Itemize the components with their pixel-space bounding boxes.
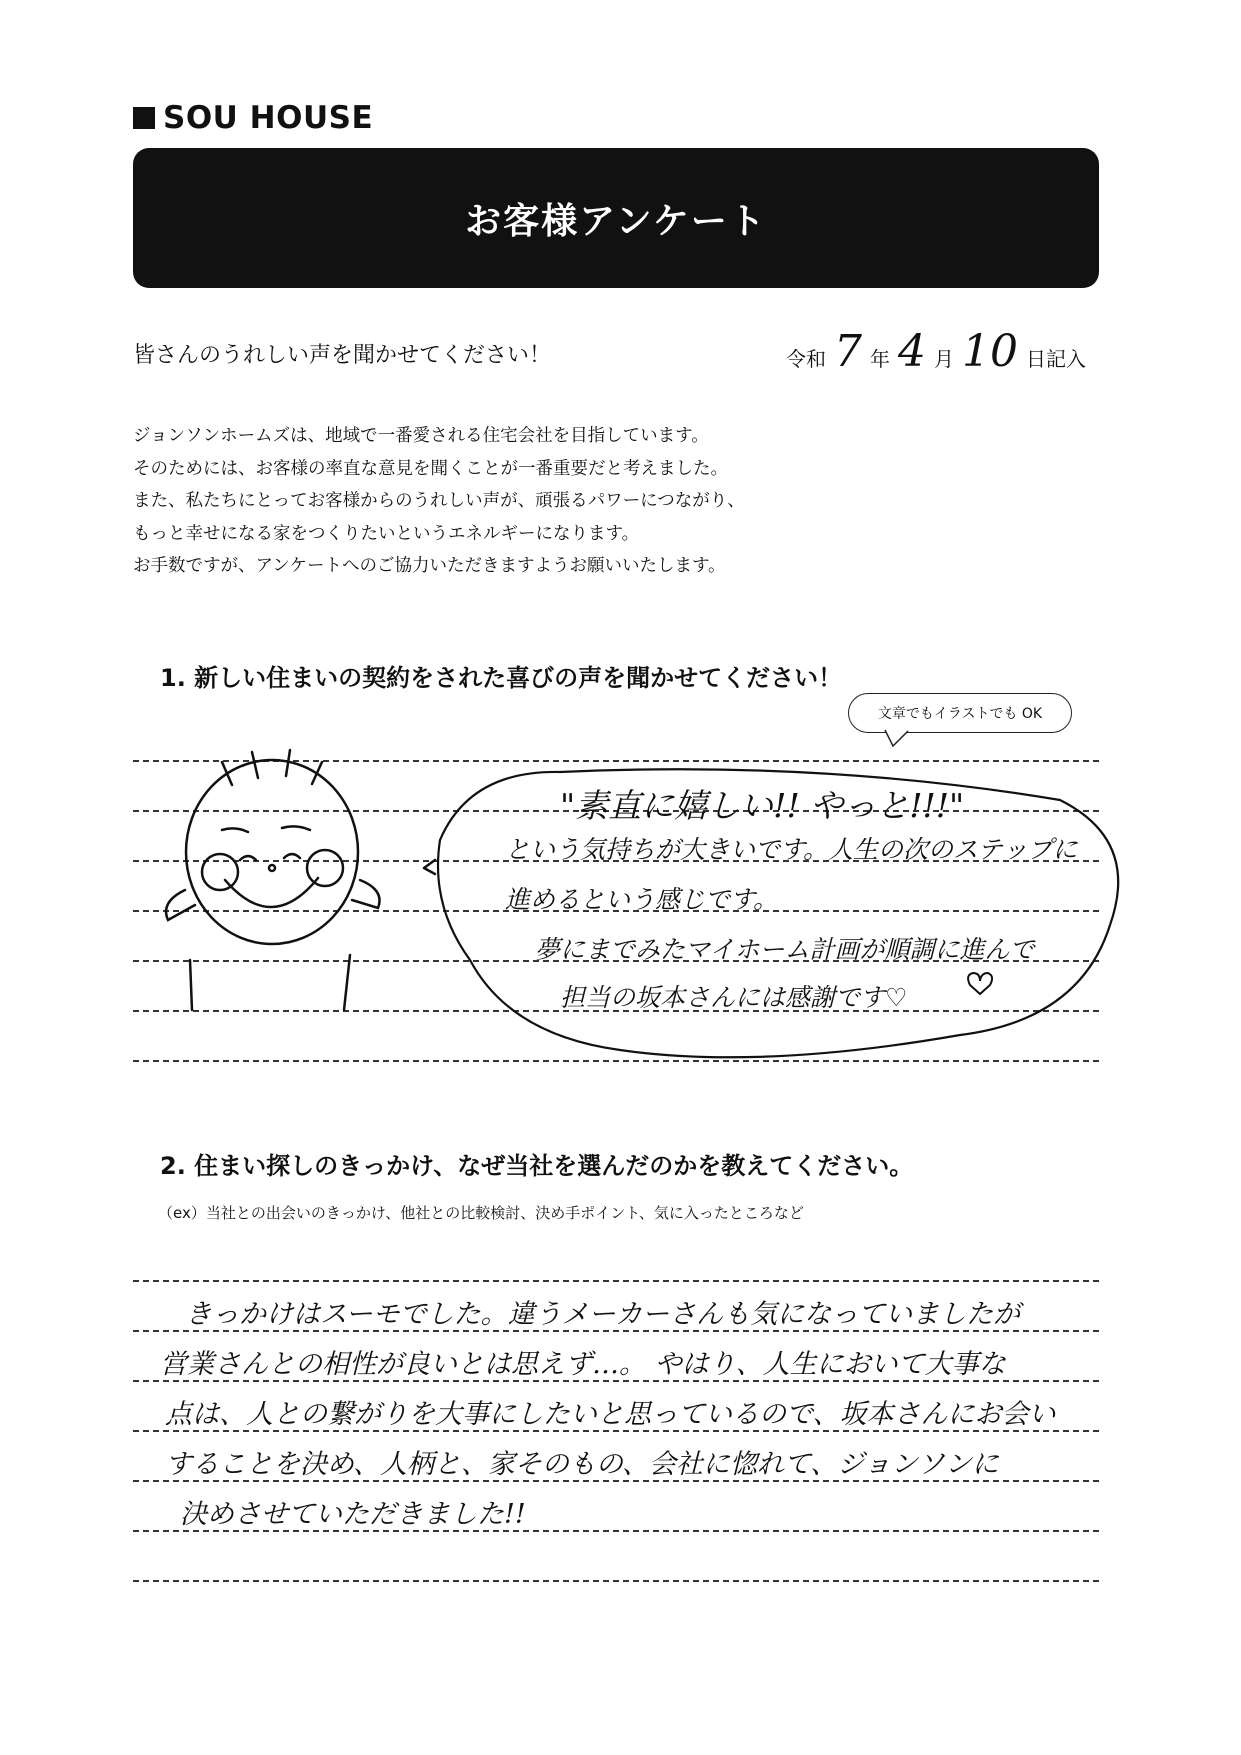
date-month-value: 4 [898, 326, 926, 377]
q2-answer-line: きっかけはスーモでした。違うメーカーさんも気になっていましたが [185, 1299, 1021, 1330]
date-era: 令和 [786, 347, 826, 371]
question-1-title: 1. 新しい住まいの契約をされた喜びの声を聞かせてください！ [160, 664, 843, 692]
q2-answer-line: 営業さんとの相性が良いとは思えず…。 やはり、人生において大事な [160, 1349, 1006, 1380]
q2-answer-line: 決めさせていただきました!! [180, 1499, 526, 1530]
q2-answer-line: することを決め、人柄と、家そのもの、会社に惚れて、ジョンソンに [165, 1449, 999, 1480]
hint-bubble-tail [885, 730, 908, 746]
heart-icon [968, 973, 992, 994]
smiley-face-illustration [166, 750, 435, 1010]
intro-line: また、私たちにとってお客様からのうれしい声が、頑張るパワーにつながり、 [133, 491, 745, 511]
question-2-example: （ex）当社との出会いのきっかけ、他社との比較検討、決め手ポイント、気に入ったところなど [158, 1204, 804, 1222]
form-title: お客様アンケート [465, 200, 767, 242]
q1-answer-line: 担当の坂本さんには感謝です♡ [560, 983, 908, 1012]
date-day-unit: 日 [1026, 347, 1046, 371]
answer-rule [133, 1580, 1099, 1582]
date-day-value: 10 [962, 326, 1018, 377]
date-month-unit: 月 [934, 347, 954, 371]
date-suffix: 記入 [1046, 347, 1086, 371]
q1-answer-line: 夢にまでみたマイホーム計画が順調に進んで [535, 935, 1035, 964]
hint-bubble-text: 文章でもイラストでも OK [877, 706, 1043, 722]
intro-line: ジョンソンホームズは、地域で一番愛される住宅会社を目指しています。 [133, 426, 709, 446]
date-year-value: 7 [834, 326, 862, 377]
intro-line: もっと幸せになる家をつくりたいというエネルギーになります。 [133, 523, 640, 544]
question-2-title: 2. 住まい探しのきっかけ、なぜ当社を選んだのかを教えてください。 [160, 1152, 914, 1180]
intro-line: お手数ですが、アンケートへのご協力いただきますようお願いいたします。 [133, 556, 726, 576]
q2-answer-line: 点は、人との繋がりを大事にしたいと思っているので、坂本さんにお会い [165, 1399, 1056, 1430]
intro-line: そのためには、お客様の率直な意見を聞くことが一番重要だと考えました。 [133, 458, 728, 479]
answer-rule [133, 1280, 1099, 1282]
q1-answer-line: という気持ちが大きいです。人生の次のステップに [505, 835, 1078, 864]
q1-answer-line: 進めるという感じです。 [505, 885, 779, 914]
subtitle: 皆さんのうれしい声を聞かせてください！ [133, 343, 552, 368]
brand-name: SOU HOUSE [163, 100, 374, 136]
q1-answer-line: "素直に嬉しい!! やっと!!!" [560, 786, 965, 825]
date-year-unit: 年 [870, 347, 890, 371]
